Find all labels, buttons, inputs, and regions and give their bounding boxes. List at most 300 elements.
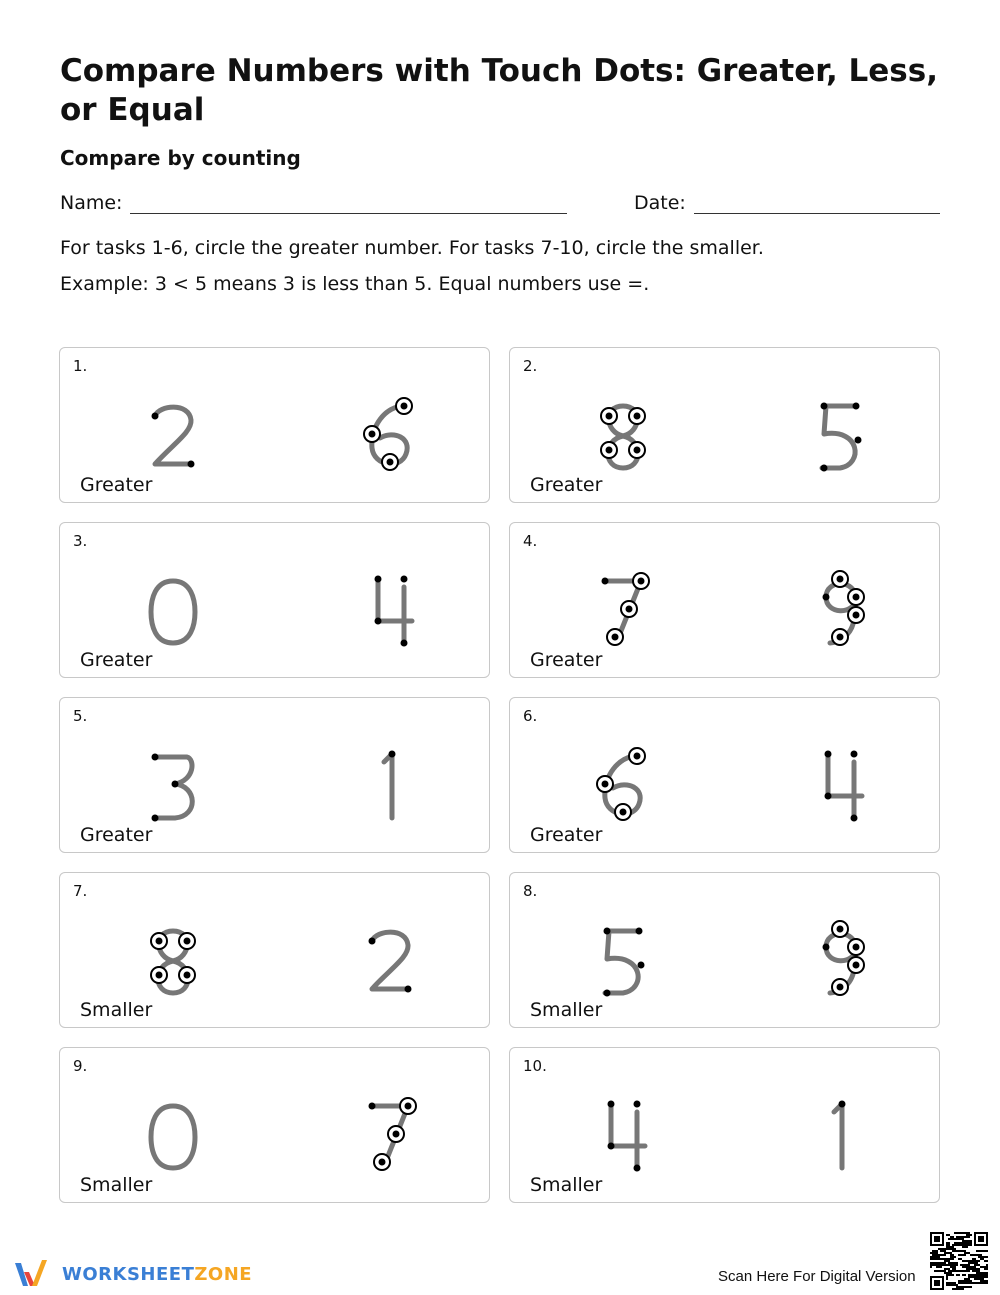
qr-module: [932, 1258, 934, 1260]
qr-module: [954, 1262, 956, 1264]
touch-dot: [620, 809, 627, 816]
qr-module: [960, 1288, 962, 1290]
touch-dot: [184, 938, 191, 945]
touch-dot: [608, 1101, 615, 1108]
qr-module: [950, 1252, 952, 1254]
qr-module: [986, 1264, 988, 1266]
qr-module: [946, 1244, 948, 1246]
logo-text-zone: ZONE: [194, 1264, 253, 1285]
qr-module: [958, 1250, 960, 1252]
qr-module: [974, 1258, 976, 1260]
digit-left[interactable]: [583, 742, 663, 822]
qr-module: [962, 1242, 964, 1244]
qr-module: [932, 1264, 934, 1266]
qr-module: [938, 1266, 940, 1268]
touch-dot: [172, 781, 179, 788]
touch-dot: [379, 1159, 386, 1166]
qr-module: [982, 1280, 984, 1282]
qr-module: [964, 1270, 966, 1272]
qr-module: [962, 1286, 964, 1288]
digit-left[interactable]: [583, 917, 663, 997]
task-number: 6.: [523, 707, 538, 725]
qr-module: [930, 1266, 932, 1268]
qr-module: [956, 1288, 958, 1290]
touch-dot: [853, 612, 860, 619]
qr-module: [960, 1258, 962, 1260]
qr-module: [966, 1252, 968, 1254]
qr-module: [966, 1278, 968, 1280]
qr-module: [978, 1274, 980, 1276]
qr-module: [978, 1282, 980, 1284]
qr-module: [964, 1282, 966, 1284]
qr-module: [950, 1282, 952, 1284]
task-number: 3.: [73, 532, 88, 550]
qr-module: [978, 1268, 980, 1270]
scan-text: Scan Here For Digital Version: [718, 1268, 916, 1285]
digit-right[interactable]: [350, 742, 430, 822]
qr-module: [932, 1252, 934, 1254]
qr-module: [956, 1264, 958, 1266]
qr-module: [964, 1286, 966, 1288]
qr-module: [952, 1262, 954, 1264]
qr-module: [948, 1260, 950, 1262]
qr-module: [956, 1238, 958, 1240]
qr-module: [936, 1252, 938, 1254]
qr-module: [968, 1286, 970, 1288]
qr-module: [954, 1248, 956, 1250]
task-card: [509, 872, 940, 1028]
task-number: 5.: [73, 707, 88, 725]
qr-module: [946, 1284, 948, 1286]
qr-module: [956, 1236, 958, 1238]
qr-module: [966, 1260, 968, 1262]
qr-module: [950, 1258, 952, 1260]
qr-module: [944, 1252, 946, 1254]
digit-right[interactable]: [350, 917, 430, 997]
touch-dot: [837, 634, 844, 641]
task-word: Greater: [80, 474, 153, 496]
qr-module: [956, 1284, 958, 1286]
qr-module: [968, 1280, 970, 1282]
qr-module: [980, 1276, 982, 1278]
qr-module: [956, 1262, 958, 1264]
qr-module: [956, 1232, 958, 1234]
task-word: Smaller: [530, 999, 603, 1021]
qr-module: [938, 1270, 940, 1272]
qr-module: [946, 1252, 948, 1254]
qr-module: [948, 1234, 950, 1236]
qr-module: [974, 1266, 976, 1268]
qr-module: [968, 1266, 970, 1268]
qr-module: [974, 1268, 976, 1270]
qr-module: [944, 1268, 946, 1270]
qr-module: [978, 1260, 980, 1262]
touch-dot: [634, 1101, 641, 1108]
qr-module: [950, 1236, 952, 1238]
touch-dot: [626, 606, 633, 613]
qr-module: [968, 1234, 970, 1236]
qr-module: [982, 1274, 984, 1276]
qr-module: [960, 1242, 962, 1244]
qr-module: [956, 1274, 958, 1276]
task-word: Greater: [530, 824, 603, 846]
digit-right[interactable]: [800, 567, 880, 647]
qr-module: [954, 1244, 956, 1246]
qr-module: [938, 1254, 940, 1256]
qr-module: [970, 1260, 972, 1262]
qr-module: [958, 1254, 960, 1256]
task-word: Greater: [80, 824, 153, 846]
task-card: [59, 522, 490, 678]
qr-module: [970, 1240, 972, 1242]
qr-module: [962, 1266, 964, 1268]
qr-module: [966, 1280, 968, 1282]
qr-module: [950, 1272, 952, 1274]
qr-module: [962, 1246, 964, 1248]
qr-module: [954, 1282, 956, 1284]
digit-left[interactable]: [583, 392, 663, 472]
qr-module: [946, 1248, 948, 1250]
qr-module: [946, 1276, 948, 1278]
qr-module: [982, 1266, 984, 1268]
qr-module: [948, 1244, 950, 1246]
touch-dot: [634, 1165, 641, 1172]
qr-module: [964, 1246, 966, 1248]
qr-module: [968, 1240, 970, 1242]
qr-module: [972, 1282, 974, 1284]
qr-module: [964, 1260, 966, 1262]
touch-dot: [634, 447, 641, 454]
qr-module: [958, 1232, 960, 1234]
qr-module: [942, 1250, 944, 1252]
digit-right[interactable]: [800, 742, 880, 822]
qr-module: [980, 1278, 982, 1280]
digit-left[interactable]: [133, 917, 213, 997]
qr-module: [962, 1240, 964, 1242]
qr-module: [954, 1270, 956, 1272]
qr-module: [962, 1280, 964, 1282]
touch-dot: [638, 578, 645, 585]
qr-module: [944, 1260, 946, 1262]
logo-text: [62, 1264, 252, 1285]
qr-module: [968, 1276, 970, 1278]
qr-module: [942, 1264, 944, 1266]
logo-text-worksheet: WORKSHEET: [62, 1264, 195, 1285]
qr-module: [964, 1264, 966, 1266]
qr-module: [960, 1236, 962, 1238]
qr-module: [952, 1266, 954, 1268]
qr-module: [932, 1250, 934, 1252]
qr-module: [976, 1254, 978, 1256]
touch-dot: [825, 751, 832, 758]
name-field[interactable]: [130, 213, 567, 214]
digit-right[interactable]: [800, 392, 880, 472]
task-card: [59, 872, 490, 1028]
qr-module: [964, 1278, 966, 1280]
qr-module: [944, 1262, 946, 1264]
qr-module: [964, 1252, 966, 1254]
qr-module: [936, 1262, 938, 1264]
qr-module: [944, 1250, 946, 1252]
qr-module: [950, 1274, 952, 1276]
digit-right[interactable]: [350, 1092, 430, 1172]
qr-module: [950, 1254, 952, 1256]
qr-module: [956, 1250, 958, 1252]
qr-module: [954, 1238, 956, 1240]
qr-module: [960, 1238, 962, 1240]
qr-module: [948, 1270, 950, 1272]
qr-module: [980, 1282, 982, 1284]
qr-module: [984, 1282, 986, 1284]
qr-module: [952, 1246, 954, 1248]
qr-module: [952, 1256, 954, 1258]
qr-module: [978, 1270, 980, 1272]
qr-module: [954, 1242, 956, 1244]
qr-module: [960, 1280, 962, 1282]
qr-module: [948, 1248, 950, 1250]
task-word: Smaller: [530, 1174, 603, 1196]
task-word: Smaller: [80, 999, 153, 1021]
qr-module: [968, 1244, 970, 1246]
qr-module: [950, 1246, 952, 1248]
digit-left[interactable]: [583, 1092, 663, 1172]
qr-module: [962, 1236, 964, 1238]
qr-module: [966, 1282, 968, 1284]
qr-module: [944, 1272, 946, 1274]
qr-module: [984, 1260, 986, 1262]
qr-module: [946, 1246, 948, 1248]
qr-module: [934, 1254, 936, 1256]
task-card: [509, 522, 940, 678]
qr-module: [976, 1282, 978, 1284]
digit-left[interactable]: [133, 1092, 213, 1172]
qr-module: [958, 1282, 960, 1284]
qr-module: [976, 1276, 978, 1278]
touch-dot: [837, 926, 844, 933]
qr-module: [962, 1238, 964, 1240]
qr-module: [972, 1270, 974, 1272]
qr-module: [952, 1238, 954, 1240]
qr-module: [984, 1272, 986, 1274]
qr-module: [962, 1260, 964, 1262]
qr-module: [980, 1272, 982, 1274]
digit-stroke: [611, 1104, 645, 1168]
touch-dot: [839, 1101, 846, 1108]
touch-dot: [369, 1103, 376, 1110]
qr-module: [964, 1254, 966, 1256]
digit-left[interactable]: [133, 742, 213, 822]
qr-module: [976, 1274, 978, 1276]
digit-stroke: [151, 1106, 195, 1168]
qr-module: [930, 1264, 932, 1266]
touch-dot: [608, 1143, 615, 1150]
qr-module: [954, 1250, 956, 1252]
qr-module: [946, 1278, 948, 1280]
qr-module: [932, 1262, 934, 1264]
task-number: 4.: [523, 532, 538, 550]
digit-stroke: [155, 407, 191, 464]
qr-module: [960, 1264, 962, 1266]
qr-module: [952, 1282, 954, 1284]
qr-module: [984, 1276, 986, 1278]
touch-dot: [821, 465, 828, 472]
touch-dot: [393, 1131, 400, 1138]
qr-module: [966, 1246, 968, 1248]
qr-module: [948, 1268, 950, 1270]
digit-right[interactable]: [800, 917, 880, 997]
qr-module: [938, 1258, 940, 1260]
qr-module: [966, 1234, 968, 1236]
qr-module: [944, 1258, 946, 1260]
qr-module: [948, 1284, 950, 1286]
qr-module: [942, 1270, 944, 1272]
qr-module: [976, 1250, 978, 1252]
qr-module: [982, 1272, 984, 1274]
qr-module: [976, 1264, 978, 1266]
qr-module: [980, 1258, 982, 1260]
qr-module: [984, 1268, 986, 1270]
qr-module: [986, 1282, 988, 1284]
task-card: [59, 1047, 490, 1203]
task-card: [509, 697, 940, 853]
qr-module: [946, 1234, 948, 1236]
touch-dot: [851, 751, 858, 758]
qr-module: [964, 1240, 966, 1242]
qr-module: [984, 1256, 986, 1258]
task-card: [509, 1047, 940, 1203]
qr-module: [954, 1266, 956, 1268]
qr-module: [952, 1236, 954, 1238]
touch-dot: [604, 990, 611, 997]
task-number: 2.: [523, 357, 538, 375]
qr-module: [964, 1242, 966, 1244]
qr-module: [938, 1262, 940, 1264]
qr-module: [960, 1270, 962, 1272]
date-label: Date:: [634, 192, 686, 214]
qr-module: [976, 1268, 978, 1270]
qr-module: [966, 1244, 968, 1246]
qr-module: [958, 1270, 960, 1272]
digit-left[interactable]: [133, 567, 213, 647]
qr-module: [970, 1274, 972, 1276]
qr-module: [982, 1276, 984, 1278]
digit-left[interactable]: [133, 392, 213, 472]
qr-module: [978, 1278, 980, 1280]
page-title: Compare Numbers with Touch Dots: Greater, Less, or Equal: [60, 53, 938, 128]
touch-dot: [375, 576, 382, 583]
qr-module: [940, 1262, 942, 1264]
qr-module: [946, 1272, 948, 1274]
qr-module: [952, 1288, 954, 1290]
digit-left[interactable]: [583, 567, 663, 647]
qr-module: [934, 1256, 936, 1258]
qr-module: [974, 1282, 976, 1284]
qr-module: [970, 1266, 972, 1268]
qr-module: [972, 1266, 974, 1268]
qr-module: [946, 1274, 948, 1276]
qr-module: [936, 1270, 938, 1272]
qr-module: [948, 1252, 950, 1254]
qr-module: [946, 1242, 948, 1244]
digit-right[interactable]: [800, 1092, 880, 1172]
qr-module: [986, 1276, 988, 1278]
digit-stroke: [834, 1104, 842, 1168]
digit-stroke: [372, 932, 408, 989]
task-number: 1.: [73, 357, 88, 375]
qr-module: [964, 1266, 966, 1268]
qr-module: [986, 1250, 988, 1252]
qr-module: [972, 1260, 974, 1262]
qr-module: [984, 1250, 986, 1252]
digit-stroke: [828, 754, 862, 818]
qr-module: [930, 1256, 932, 1258]
qr-module: [956, 1286, 958, 1288]
qr-module: [968, 1232, 970, 1234]
qr-module: [958, 1274, 960, 1276]
qr-module: [968, 1278, 970, 1280]
qr-module: [968, 1264, 970, 1266]
qr-module: [972, 1254, 974, 1256]
qr-module: [960, 1282, 962, 1284]
task-number: 7.: [73, 882, 88, 900]
qr-module: [942, 1248, 944, 1250]
date-field[interactable]: [694, 213, 940, 214]
qr-module: [944, 1270, 946, 1272]
touch-dot: [634, 413, 641, 420]
qr-module: [952, 1254, 954, 1256]
touch-dot: [823, 944, 830, 951]
touch-dot: [851, 815, 858, 822]
digit-stroke: [605, 931, 639, 993]
qr-module: [966, 1264, 968, 1266]
qr-module: [962, 1250, 964, 1252]
qr-module: [984, 1274, 986, 1276]
qr-module: [962, 1254, 964, 1256]
qr-module: [952, 1274, 954, 1276]
qr-module: [946, 1258, 948, 1260]
qr-module: [974, 1276, 976, 1278]
digit-right[interactable]: [350, 392, 430, 472]
qr-module: [970, 1276, 972, 1278]
qr-module: [980, 1274, 982, 1276]
qr-module: [972, 1268, 974, 1270]
touch-dot: [606, 413, 613, 420]
qr-module: [948, 1238, 950, 1240]
qr-module: [954, 1268, 956, 1270]
qr-module: [966, 1266, 968, 1268]
qr-module: [946, 1264, 948, 1266]
qr-module: [950, 1238, 952, 1240]
qr-module: [970, 1244, 972, 1246]
qr-module: [946, 1282, 948, 1284]
qr-module: [978, 1276, 980, 1278]
qr-module: [978, 1236, 984, 1242]
qr-code-icon[interactable]: [930, 1232, 988, 1290]
touch-dot: [389, 751, 396, 758]
qr-module: [952, 1284, 954, 1286]
qr-module: [970, 1280, 972, 1282]
digit-right[interactable]: [350, 567, 430, 647]
task-word: Greater: [530, 474, 603, 496]
qr-module: [948, 1282, 950, 1284]
qr-module: [952, 1250, 954, 1252]
digit-stroke: [155, 757, 192, 818]
qr-module: [940, 1248, 942, 1250]
touch-dot: [638, 962, 645, 969]
touch-dot: [602, 578, 609, 585]
digit-stroke: [822, 406, 856, 468]
qr-module: [940, 1254, 942, 1256]
